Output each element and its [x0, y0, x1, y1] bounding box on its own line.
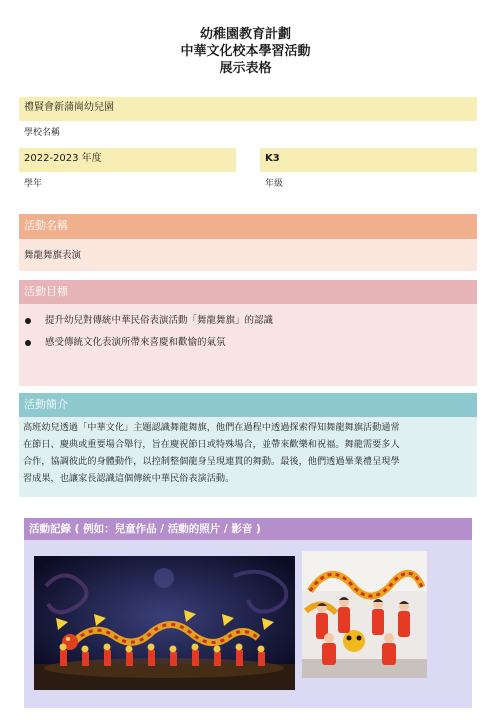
- objectives-heading: 活動目標: [19, 280, 477, 304]
- form-title: 展示表格: [219, 61, 272, 76]
- group-dragon-photo: [302, 551, 427, 678]
- objective-item: 提升幼兒對傳統中華民俗表演活動「舞龍舞旗」的認識: [19, 314, 477, 328]
- activity-name-box: [19, 239, 477, 271]
- bullet-icon: [25, 340, 31, 346]
- plan-title: 幼稚園教育計劃: [199, 27, 291, 42]
- record-box: [24, 540, 472, 708]
- introduction-line: 高班幼兒透過「中華文化」主題認識舞龍舞旗，他們在過程中透過探索得知舞龍舞旗活動通常: [23, 422, 400, 433]
- grade-label: 年級: [265, 179, 284, 189]
- record-heading: 活動記錄 ( 例如：兒童作品 / 活動的照片 / 影音 ): [24, 518, 472, 540]
- introduction-box: [19, 417, 477, 497]
- school-name-label: 學校名稱: [24, 128, 61, 138]
- activity-subtitle: 中華文化校本學習活動: [180, 44, 311, 59]
- introduction-line: 在節日、慶典或重要場合舉行，旨在慶祝節日或特殊場合，並帶來歡樂和祝福。舞龍需要多人: [23, 439, 400, 450]
- grade-field: K3: [260, 148, 477, 172]
- bullet-icon: [25, 318, 31, 324]
- school-name-field: 禮賢會新蒲崗幼兒園: [19, 97, 477, 121]
- stage-performance-photo: [34, 556, 295, 690]
- introduction-line: 合作，協調彼此的身體動作，以控制整個龍身呈現連貫的舞動。最後，他們透過畢業禮呈現學: [23, 456, 400, 467]
- school-year-label: 學年: [24, 179, 43, 189]
- activity-name-value: 舞龍舞旗表演: [24, 250, 82, 261]
- school-year-field: 2022-2023 年度: [19, 148, 236, 172]
- introduction-heading: 活動簡介: [19, 393, 477, 417]
- objectives-box: [19, 304, 477, 386]
- introduction-line: 習成果，也讓家長認識這個傳統中華民俗表演活動。: [23, 473, 235, 484]
- objective-item: 感受傳統文化表演所帶來喜慶和歡愉的氣氛: [19, 336, 477, 350]
- activity-name-heading: 活動名稱: [19, 214, 477, 239]
